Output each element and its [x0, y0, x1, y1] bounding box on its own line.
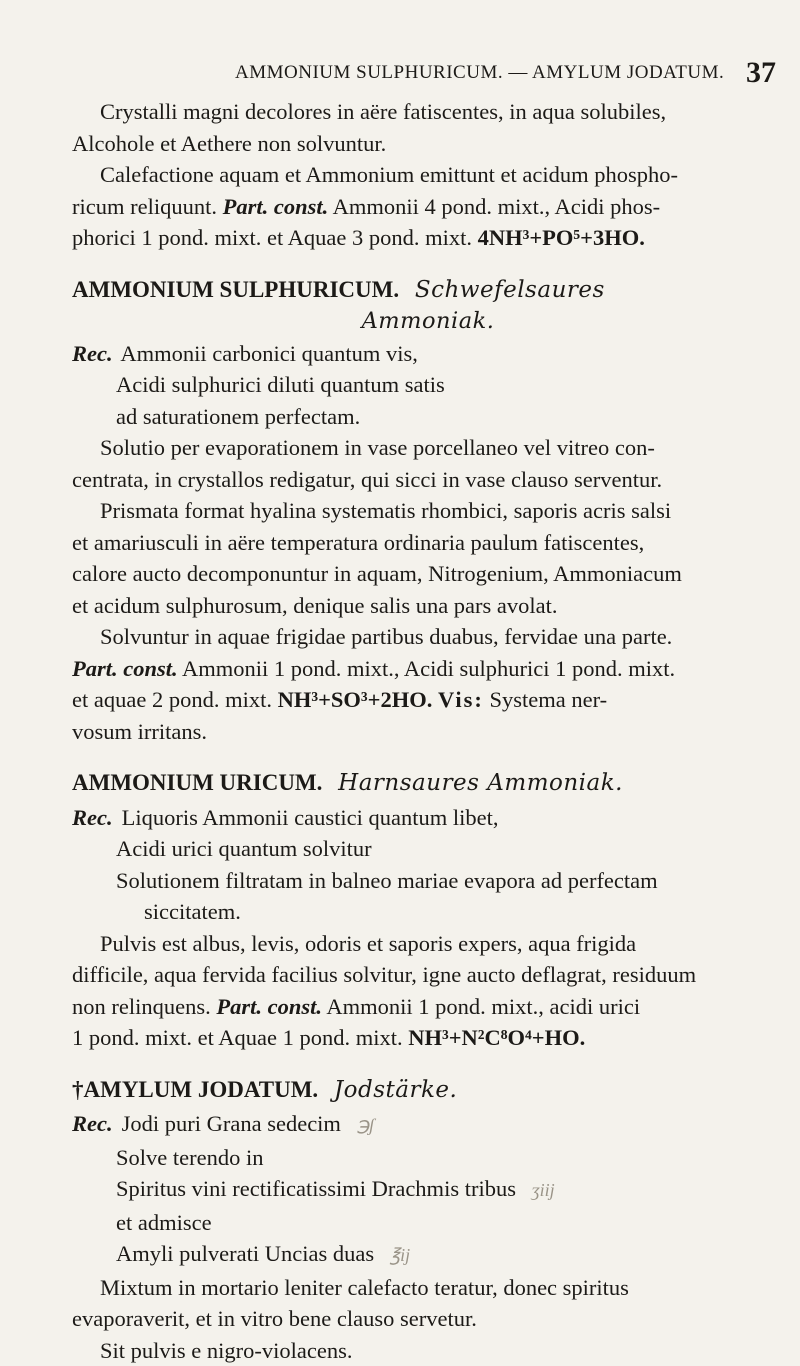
text-line: difficile, aqua fervida facilius solvitur, igne aucto deflagrat, residuum [72, 959, 784, 991]
part-const-label: Part. const. [72, 656, 178, 681]
text-line: Pulvis est albus, levis, odoris et saporis expers, aqua frigida [72, 928, 784, 960]
recipe-item: Liquoris Ammonii caustici quantum libet, [122, 805, 499, 830]
text-line [72, 991, 784, 1023]
german-title: Schwefelsaures [415, 277, 605, 303]
german-title: Harnsaures Ammoniak. [338, 770, 623, 796]
running-head: AMMONIUM SULPHURICUM. — AMYLUM JODATUM. [235, 62, 724, 84]
recipe-item-text: Amyli pulverati Uncias duas [116, 1241, 374, 1266]
section-ammonium-uricum [72, 767, 784, 1054]
recipe-item [72, 1238, 784, 1272]
text-span: Ammonii 1 pond. mixt., acidi urici [326, 994, 640, 1019]
latin-title: AMMONIUM SULPHURICUM. [72, 277, 399, 302]
section-amylum-jodatum [72, 1074, 784, 1366]
text-line [72, 684, 784, 716]
text-line: Mixtum in mortario leniter calefacto teratur, donec spiritus [72, 1272, 784, 1304]
text-line: evaporaverit, et in vitro bene clauso servetur. [72, 1303, 784, 1335]
text-line: et amariusculi in aëre temperatura ordinaria paulum fatiscentes, [72, 527, 784, 559]
text-line: Calefactione aquam et Ammonium emittunt et acidum phospho- [72, 159, 784, 191]
chemical-formula: NH³+SO³+2HO. [278, 687, 433, 712]
recipe-line [72, 1108, 784, 1142]
text-span: 1 pond. mixt. et Aquae 1 pond. mixt. [72, 1025, 403, 1050]
recipe-line [72, 802, 784, 834]
german-subtitle: Ammoniak. [72, 306, 784, 338]
text-line: centrata, in crystallos redigatur, qui sicci in vase clauso serventur. [72, 464, 784, 496]
text-line: Alcohole et Aethere non solvuntur. [72, 128, 784, 160]
text-span: Systema ner- [490, 687, 608, 712]
intro-text [72, 96, 784, 254]
text-span: ricum reliquunt. [72, 194, 217, 219]
part-const-label: Part. const. [223, 194, 329, 219]
text-span: Ammonii 1 pond. mixt., Acidi sulphurici 1 pond. mixt. [182, 656, 675, 681]
recipe-continuation: siccitatem. [72, 896, 784, 928]
text-span: Ammonii 4 pond. mixt., Acidi phos- [333, 194, 661, 219]
text-line: et acidum sulphurosum, denique salis una pars avolat. [72, 590, 784, 622]
section-title [72, 1074, 784, 1107]
recipe-item: Solutionem filtratam in balneo mariae evapora ad perfectam [72, 865, 784, 897]
recipe-label: Rec. [72, 338, 116, 370]
section-title [72, 274, 784, 307]
recipe-item: Solve terendo in [72, 1142, 784, 1174]
recipe-item-text: Spiritus vini rectificatissimi Drachmis tribus [116, 1176, 516, 1201]
text-line: Solvuntur in aquae frigidae partibus duabus, fervidae una parte. [72, 621, 784, 653]
recipe-item: Jodi puri Grana sedecim [122, 1111, 341, 1136]
text-line: Sit pulvis e nigro-violacens. [72, 1335, 784, 1366]
section-ammonium-sulphuricum [72, 274, 784, 748]
handwritten-mark: ℈ʃ [357, 1115, 375, 1135]
recipe-item: Acidi sulphurici diluti quantum satis [72, 369, 784, 401]
chemical-formula: 4NH³+PO⁵+3HO. [478, 225, 645, 250]
recipe-item: Ammonii carbonici quantum vis, [120, 341, 417, 366]
chemical-formula: NH³+N²C⁸O⁴+HO. [408, 1025, 585, 1050]
recipe-label: Rec. [72, 802, 116, 834]
text-line [72, 222, 784, 254]
german-title: Jodstärke. [334, 1077, 457, 1103]
text-span: et aquae 2 pond. mixt. [72, 687, 272, 712]
section-title [72, 767, 784, 800]
text-line: Solutio per evaporationem in vase porcellaneo vel vitreo con- [72, 432, 784, 464]
text-line: vosum irritans. [72, 716, 784, 748]
vis-label: Vis: [438, 687, 484, 712]
latin-title: †AMYLUM JODATUM. [72, 1077, 318, 1102]
text-line [72, 1022, 784, 1054]
text-span: non relinquens. [72, 994, 211, 1019]
recipe-item: Acidi urici quantum solvitur [72, 833, 784, 865]
recipe-item: ad saturationem perfectam. [72, 401, 784, 433]
page-header [0, 56, 800, 96]
handwritten-mark: ʒiij [532, 1180, 555, 1200]
part-const-label: Part. const. [216, 994, 322, 1019]
text-line: calore aucto decomponuntur in aquam, Nitrogenium, Ammoniacum [72, 558, 784, 590]
recipe-item [72, 1173, 784, 1207]
text-line: Crystalli magni decolores in aëre fatiscentes, in aqua solubiles, [72, 96, 784, 128]
latin-title: AMMONIUM URICUM. [72, 770, 322, 795]
text-line [72, 191, 784, 223]
recipe-label: Rec. [72, 1108, 116, 1140]
page-body [72, 96, 784, 1366]
recipe-line [72, 338, 784, 370]
text-line [72, 653, 784, 685]
recipe-item: et admisce [72, 1207, 784, 1239]
page-number: 37 [746, 56, 776, 90]
text-line: Prismata format hyalina systematis rhombici, saporis acris salsi [72, 495, 784, 527]
text-span: phorici 1 pond. mixt. et Aquae 3 pond. mixt. [72, 225, 472, 250]
handwritten-mark: ℥ij [390, 1245, 410, 1265]
